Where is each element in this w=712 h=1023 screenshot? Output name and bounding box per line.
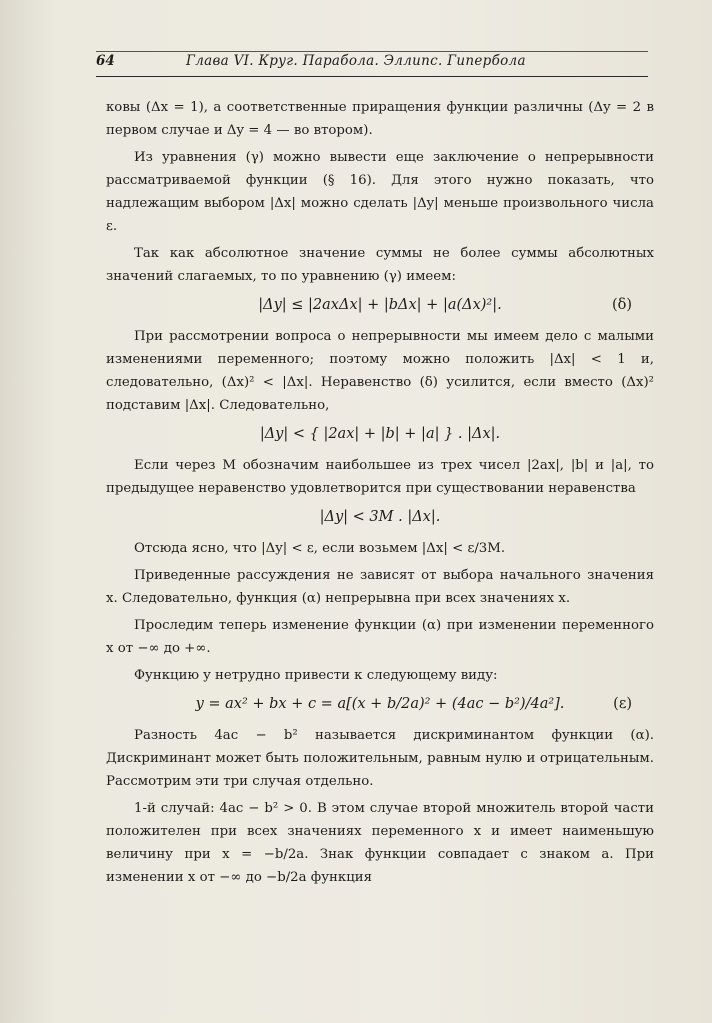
formula-delta-tag: (δ) [611,297,632,313]
paragraph-8: Проследим теперь изменение функции (α) при изменении переменного x от −∞ до +∞. [106,618,654,656]
paragraph-7: Приведенные рассуждения не зависят от выбора начального значения x. Следовательно, функция (α) непрерывна при всех значениях x. [106,568,654,606]
formula-ineq2 [106,423,654,446]
paragraph-1: ковы (Δx = 1), а соответственные приращения функции различны (Δy = 2 в первом случае и Δy = 4 — во втором). [106,100,654,138]
paragraph-5: Если через M обозначим наибольшее из трех чисел |2ax|, |b| и |a|, то предыдущее неравенство удовлетворится при существовании неравенства [106,458,654,496]
formula-epsilon [106,693,654,716]
header-bottom-rule [96,76,648,77]
formula-delta-text: |Δy| ≤ |2axΔx| + |bΔx| + |a(Δx)²|. [258,297,502,313]
page-header [96,53,648,75]
formula-epsilon-tag: (ε) [613,696,632,712]
formula-ineq3-text: |Δy| < 3M . |Δx|. [319,509,441,525]
formula-ineq3 [106,506,654,529]
paragraph-10: Разность 4ac − b² называется дискриминантом функции (α). Дискриминант может быть положительным, равным нулю и отрицательным. Рассмотрим эти три случая отдельно. [106,728,654,789]
paragraph-9: Функцию y нетрудно привести к следующему виду: [134,668,498,683]
formula-ineq2-text: |Δy| < { |2ax| + |b| + |a| } . |Δx|. [259,426,501,442]
formula-delta [106,294,654,317]
paragraph-6: Отсюда ясно, что |Δy| < ε, если возьмем |Δx| < ε/3M. [134,541,506,556]
paragraph-11: 1-й случай: 4ac − b² > 0. В этом случае второй множитель второй части положителен при всех значениях переменного x и имеет наименьшую величину при x = −b/2a. Знак функции совпадает с знаком a. При изменении x от −∞ до −b/2a функция [106,801,654,885]
header-top-rule [96,51,648,52]
page-body [106,96,654,893]
paragraph-2: Из уравнения (γ) можно вывести еще заключение о непрерывности рассматриваемой функции (§ 16). Для этого нужно показать, что надлежащим выбором |Δx| можно сделать |Δy| меньше произвольного числа ε. [106,150,654,234]
running-title: Глава VI. Круг. Парабола. Эллипс. Гипербола [186,53,526,69]
paragraph-3: Так как абсолютное значение суммы не более суммы абсолютных значений слагаемых, то по уравнению (γ) имеем: [106,246,654,284]
formula-epsilon-text: y = ax² + bx + c = a[(x + b/2a)² + (4ac − b²)/4a²]. [195,696,565,712]
page-number: 64 [96,53,115,69]
paragraph-4: При рассмотрении вопроса о непрерывности мы имеем дело с малыми изменениями переменного; поэтому можно положить |Δx| < 1 и, следовательно, (Δx)² < |Δx|. Неравенство (δ) усилится, если вместо (Δx)² подставим |Δx|. Следовательно, [106,329,654,413]
